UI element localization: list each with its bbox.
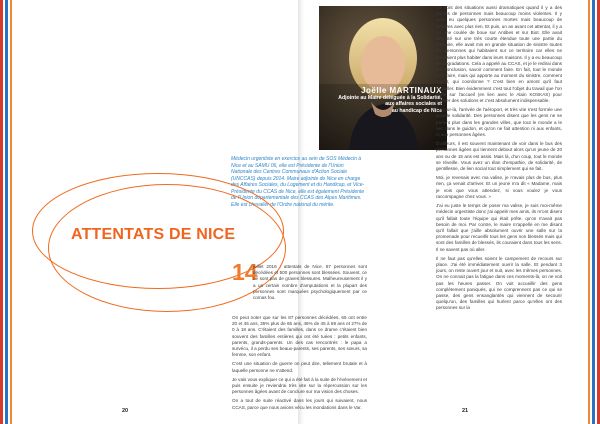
- right-stripe-orange: [588, 0, 590, 424]
- article-left-column: [232, 315, 367, 414]
- paragraph: J'ai eu juste le temps de poser ma valise, je suis moi-même médecin urgentiste donc j'ai appelé mes amis, ils m'ont disent qu'il fallait toute l'équipe qui était prête, qu'on n'avait pas besoin de moi. Par contre, le maire m'appelle en me disant qu'il fallait que j'aille absolument ouvrir une salle sur la promenade pour recueillir tous les gens non blessés mais qui sont des familles de blessés, ils couraient dans tous les sens. Il ne savent pas où aller.: [436, 203, 562, 252]
- paragraph: C'est une situation de guerre on peut dire, tellement brutale et à laquelle personne ne s'attend.: [232, 361, 367, 373]
- left-stripe-orange: [10, 0, 12, 424]
- paragraph: Moi, je revenais avec ma valise, je n'avais plus de bus, plus rien, ça venait d'arriver. Et un jeune m'a dit « Madame, mais je vois que vous attendez, si vous voulez je vous raccompagne chez vous. »: [436, 175, 562, 199]
- person-role-line-3: au handicap de Nice: [391, 107, 442, 114]
- paragraph: Ce jour-là, l'arrivée de l'aéroport, et très vite s'est formée une grande solidarité. Des personnes disent que les gens ne se parlent plus dans les grandes villes, que tout le monde a le nez dans le guidon, et qu'on ne fait attention ni aux enfants, ni aux personnes âgées.: [436, 107, 562, 138]
- portrait-illustration: [319, 6, 447, 150]
- paragraph: Ce sont des situations aussi dramatiques quand il y a des parties de personnes mais beaucoup moins violentes. Il y avait eu quelques personnes mortes mais beaucoup de sinistres avec plus rien. Et puis, un an avant cet attentat, il y a eu une coulée de boue sur Antibes et sur Biot. Elle avait dévasté sur une très courte étendue toute une partie du territoire, elle avait mis en grande situation de sinistre toutes les personnes qui habitaient sur ce territoire car elles ne pouvaient plus habiter dans leurs maisons. Il y a eu beaucoup de dégradations. Cela a appelé au CCAS, et je le redirai dans ma conclusion, savoir comment faire. En fait, tout le monde veut faire, mais qui apporte au moment du sinistre, comment savoir, qui coordonne ? C'est bien en amont qu'il faut travailler. Bien évidemment c'est tout l'objet du travail que l'on porte sur l'accueil (en lien avec le Alain KOSKAS) pour trouver des solutions et c'est absolument indispensable.: [436, 5, 562, 104]
- paragraph: On a tout de suite réactivé dans les jours qui suivaient, nous CCAS, parce que nous avions vécu les inondations dans le Var.: [232, 398, 367, 410]
- paragraph: Il ne faut pas qu'elles soient le campement de recours sur place. J'ai été immédiatement ouvrir la salle. Et pendant 3 jours, on reste ouvert jour et nuit, avec les mêmes personnes. On ne connait pas la fatigue dans ces moments-là, on ne voit pas les heures passer. On voit accueillir des gens complètement paniqués, qui ne comprennent pas ce qui se passe, des gens ensanglantés qui viennent de secourir quelqu'un, des familles qui hurlent parce qu'elles ont des personnes sur la: [436, 255, 562, 311]
- page-number-right: 21: [462, 408, 469, 414]
- drop-cap: 14: [232, 259, 258, 285]
- left-stripe-blue: [5, 0, 8, 424]
- paragraph: On peut noter que sur les 87 personnes décédées, 65 ont entre 20 et 45 ans, 35% plus de 65 ans, 46% de 45 à 69 ans et 27% de 0 à 18 ans. C'étaient des familles, dans ce drame c'étaient bien souvent des familles entières qui ont été tuées : petits enfants, parents, grands-parents. Un des cas rencontrés : le papa a survécu, il a perdu ses beaux-parents, ses parents, ses sœurs, sa femme, son enfant.: [232, 315, 367, 358]
- right-stripe-blue: [592, 0, 595, 424]
- paragraph: Je vais vous expliquer ce qui a été fait à la suite de l'événement et puis ensuite je reviendrai très vite sur la répercussion sur les personnes âgées avant de conclure sur ma vision des choses.: [232, 376, 367, 395]
- person-name: Joëlle MARTINAUX: [361, 86, 442, 95]
- title-ellipse-inner: [48, 184, 286, 312]
- left-stripe-red: [0, 0, 3, 424]
- portrait-photo: [319, 6, 447, 150]
- article-right-column: [436, 5, 562, 315]
- person-role-line-2: aux affaires sociales et: [385, 101, 442, 108]
- photo-caption: [312, 86, 442, 114]
- page-title: ATTENTATS DE NICE: [71, 226, 236, 243]
- page-number-left: 20: [122, 408, 129, 414]
- paragraph: D'ailleurs, il est souvent maintenant de voir dans le bus des personnes âgées qui tiennent debout alors qu'un jeune de 20 ans ou de 15 ans est assis. Mais là, d'un coup, tout le monde se réveille. Vous avez un élan d'empathie, de solidarité, de gentillesse, de lien social tout simplement qui se fait.: [436, 141, 562, 172]
- person-role-line-1: Adjointe au Maire déléguée à la Solidarité,: [338, 95, 442, 101]
- article-intro: [253, 264, 367, 304]
- paragraph: juillet 2016 : attentats de Nice. 87 personnes sont décédées et 500 personnes sont blessées. Souvent, ce ne sont pas de graves blessures. Malheureusement il y a un certain nombre d'amputations et la plupart des personnes sont marquées psychologiquement par ce comas fou.: [253, 264, 367, 301]
- biography: Médecin urgentiste en exercice au sein de SOS Médecin à Nice et au SAMU 06, elle est Présidente de l'Union Nationale des Centres Communaux d'Action Sociale (UNCCAS) depuis 2014. Maire adjointe de Nice en charge des Affaires Sociales, du Logement et du Handicap, et Vice-Présidente du CCAS de Nice, elle est également Présidente de l'Union départementale des CCAS des Alpes Maritimes. Elle est chevalier de l'Ordre national du mérite.: [231, 156, 365, 208]
